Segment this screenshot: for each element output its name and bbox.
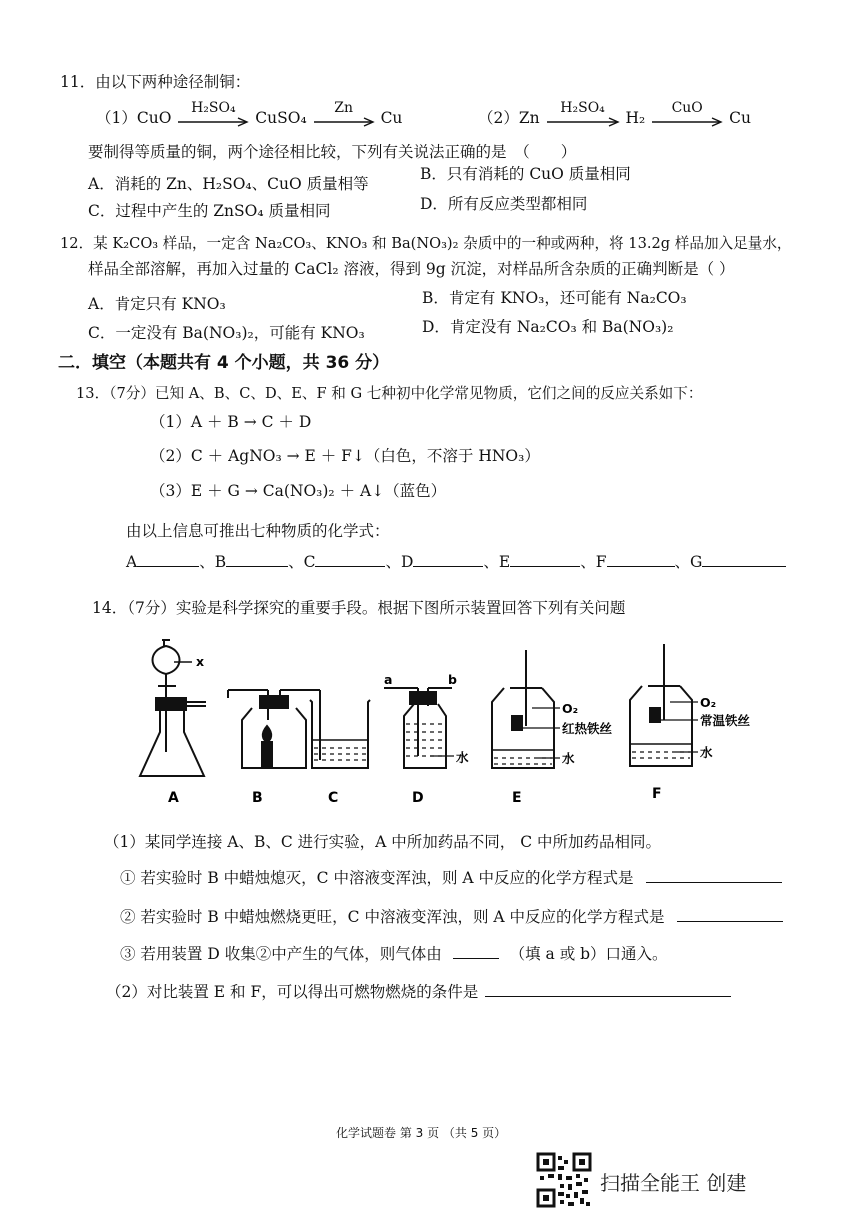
- q13-stem: 13．（7分）已知 A、B、C、D、E、F 和 G 七种初中化学常见物质，它们之间的反应关系如下：: [76, 385, 703, 402]
- label-o2-f: O₂: [700, 695, 717, 710]
- apparatus-label-e: E: [512, 790, 522, 806]
- q14-sub2-text: ② 若实验时 B 中蜡烛燃烧更旺，C 中溶液变浑浊，则 A 中反应的化学方程式是: [120, 908, 665, 926]
- q11-stem: 11．由以下两种途径制铜：: [60, 73, 251, 91]
- label-water-d: 水: [456, 750, 469, 765]
- apparatus-b-drawing: [228, 690, 320, 768]
- route2-product: Cu: [729, 109, 751, 127]
- route1-reagent1: H₂SO₄: [191, 100, 236, 116]
- q12-line1: 12．某 K₂CO₃ 样品，一定含 Na₂CO₃、KNO₃ 和 Ba(NO₃)₂ 杂质中的一种或两种，将 13.2g 样品加入足量水，: [60, 235, 792, 252]
- q12-option-d: D．肯定没有 Na₂CO₃ 和 Ba(NO₃)₂: [422, 318, 674, 336]
- blank-label-g: 、G: [674, 553, 703, 571]
- route2-arrow2: [650, 100, 724, 128]
- route2-start: （2）Zn: [478, 109, 540, 127]
- blank-label-c: 、C: [288, 553, 316, 571]
- answer-blank-d[interactable]: [413, 552, 483, 567]
- q11-option-d: D．所有反应类型都相同: [420, 195, 588, 213]
- apparatus-label-a: A: [168, 790, 179, 806]
- apparatus-f-drawing: [630, 644, 698, 766]
- route2-reagent1: H₂SO₄: [560, 100, 605, 116]
- route1-mid: CuSO₄: [255, 109, 307, 127]
- answer-blank-equation-1[interactable]: [646, 868, 782, 883]
- route1-product: Cu: [380, 109, 403, 127]
- q11-route2: [478, 100, 751, 128]
- route1-arrow2: [312, 100, 376, 128]
- answer-blank-b[interactable]: [226, 552, 288, 567]
- scanner-watermark: 扫描全能王 创建: [600, 1171, 747, 1195]
- q14-stem: 14．（7分）实验是科学探究的重要手段。根据下图所示装置回答下列有关问题: [92, 599, 626, 617]
- route2-reagent2: CuO: [671, 100, 703, 116]
- label-room-wire: 常温铁丝: [700, 713, 751, 728]
- blank-label-e: 、E: [483, 553, 511, 571]
- label-water-e: 水: [562, 751, 575, 766]
- answer-blank-c[interactable]: [315, 552, 385, 567]
- q11-option-c: C．过程中产生的 ZnSO₄ 质量相同: [88, 202, 331, 220]
- q11-option-b: B．只有消耗的 CuO 质量相同: [420, 165, 631, 183]
- q12-option-c: C．一定没有 Ba(NO₃)₂，可能有 KNO₃: [88, 324, 365, 342]
- route1-start: （1）CuO: [96, 109, 172, 127]
- q13-infer: 由以上信息可推出七种物质的化学式：: [126, 522, 390, 540]
- q14-sub3-text-b: （填 a 或 b）口通入。: [509, 945, 668, 963]
- route1-arrow1: [176, 100, 250, 128]
- answer-blank-f[interactable]: [607, 552, 675, 567]
- q11-question: 要制得等质量的铜，两个途径相比较，下列有关说法正确的是 （ ）: [88, 143, 577, 161]
- q14-sub3: [120, 942, 668, 964]
- answer-blank-equation-2[interactable]: [677, 907, 783, 922]
- q14-part2-text: （2）对比装置 E 和 F，可以得出可燃物燃烧的条件是: [106, 983, 479, 1001]
- blank-label-a: A: [126, 553, 138, 571]
- label-a: a: [384, 672, 393, 687]
- blank-label-d: 、D: [385, 553, 414, 571]
- route2-mid: H₂: [625, 109, 646, 127]
- apparatus-label-d: D: [412, 790, 424, 806]
- label-x: x: [196, 654, 205, 669]
- q11-option-a: A．消耗的 Zn、H₂SO₄、CuO 质量相等: [88, 175, 369, 193]
- apparatus-label-c: C: [328, 790, 339, 806]
- apparatus-label-f: F: [652, 786, 662, 802]
- blank-label-f: 、F: [580, 553, 607, 571]
- blank-label-b: 、B: [199, 553, 227, 571]
- q12-option-b: B．肯定有 KNO₃，还可能有 Na₂CO₃: [422, 289, 687, 307]
- q14-sub1-text: ① 若实验时 B 中蜡烛熄灭，C 中溶液变浑浊，则 A 中反应的化学方程式是: [120, 869, 634, 887]
- q14-sub3-text-a: ③ 若用装置 D 收集②中产生的气体，则气体由: [120, 945, 442, 963]
- q13-answer-row: [126, 550, 786, 572]
- label-o2-e: O₂: [562, 701, 579, 716]
- q14-sub2: [120, 905, 783, 927]
- label-b: b: [448, 672, 457, 687]
- route2-arrow1: [545, 100, 621, 128]
- answer-blank-port[interactable]: [453, 944, 499, 959]
- q14-part2: [106, 980, 731, 1002]
- label-hot-wire: 红热铁丝: [562, 721, 613, 736]
- q12-option-a: A．肯定只有 KNO₃: [88, 295, 226, 313]
- q12-line2: 样品全部溶解，再加入过量的 CaCl₂ 溶液，得到 9g 沉淀，对样品所含杂质的正确判断是（ ）: [88, 260, 735, 278]
- q13-reaction-2: （2）C ＋ AgNO₃ → E ＋ F↓（白色，不溶于 HNO₃）: [150, 447, 540, 465]
- apparatus-figure: [130, 636, 810, 811]
- q13-reaction-1: （1）A ＋ B → C ＋ D: [150, 413, 312, 431]
- apparatus-label-b: B: [252, 790, 263, 806]
- apparatus-e-drawing: [492, 650, 560, 768]
- answer-blank-condition[interactable]: [485, 982, 731, 997]
- apparatus-c-drawing: [310, 690, 370, 768]
- q13-reaction-3: （3）E ＋ G → Ca(NO₃)₂ ＋ A↓（蓝色）: [150, 482, 447, 500]
- label-water-f: 水: [700, 745, 713, 760]
- apparatus-d-drawing: [384, 688, 454, 768]
- q14-sub1: [120, 866, 782, 888]
- q14-part1: （1）某同学连接 A、B、C 进行实验，A 中所加药品不同， C 中所加药品相同。: [104, 833, 661, 851]
- qr-code-icon: [536, 1152, 592, 1208]
- section-two-heading: 二．填空（本题共有 4 个小题，共 36 分）: [58, 353, 390, 373]
- answer-blank-g[interactable]: [702, 552, 786, 567]
- answer-blank-a[interactable]: [137, 552, 199, 567]
- route1-reagent2: Zn: [334, 100, 353, 116]
- answer-blank-e[interactable]: [510, 552, 580, 567]
- q11-route1: [96, 100, 403, 128]
- page-footer: 化学试题卷 第 3 页 （共 5 页）: [336, 1126, 507, 1140]
